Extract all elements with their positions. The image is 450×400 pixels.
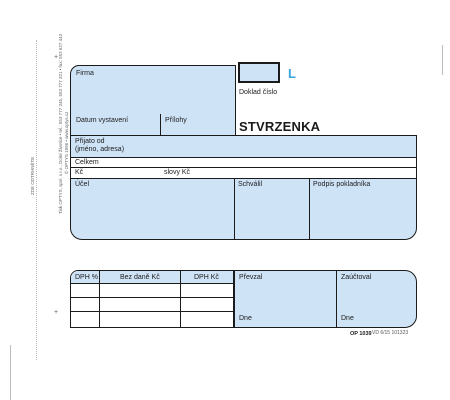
zauctoval-box[interactable] [336, 270, 417, 328]
vat-cell-r1c1[interactable] [71, 284, 99, 297]
datum-vystaveni-label: Datum vystavení [76, 117, 129, 124]
schvalil-label: Schválil [238, 181, 263, 188]
vat-cell-r3c3[interactable] [181, 312, 233, 327]
vat-cell-r1c2[interactable] [100, 284, 180, 297]
vat-cell-r2c3[interactable] [181, 298, 233, 311]
side-print-info: Tisk OPTYS, spol. s r.o., Dolní Životice • tel.: 553 777 345, 553 777 321 • fax: 553 627 443 [58, 33, 63, 214]
prijato-od-label-2: (jméno, adresa) [75, 146, 125, 153]
corner-letter: L [288, 66, 296, 81]
slovy-kc-label: slovy Kč [164, 169, 191, 176]
kc-label: Kč [75, 169, 84, 176]
schvalil-field[interactable] [236, 190, 307, 235]
prilohy-box[interactable] [160, 114, 236, 136]
slovy-kc-field[interactable] [195, 168, 415, 178]
side-tear-here: ZDE ODTRHNĚTE [30, 156, 35, 195]
zauctoval-dne-label: Dne [341, 315, 354, 322]
right-edge-tick [442, 45, 443, 75]
vat-cell-r2c2[interactable] [100, 298, 180, 311]
ucel-label: Účel [75, 181, 90, 188]
vat-cell-r1c3[interactable] [181, 284, 233, 297]
prevzal-dne-label: Dne [239, 315, 252, 322]
doklad-cislo-label: Doklad číslo [239, 89, 278, 96]
firma-box[interactable] [70, 65, 236, 115]
divider-schvalil-podpis [309, 178, 310, 239]
plus-mark-top: + [54, 54, 59, 61]
vat-cell-r2c1[interactable] [71, 298, 99, 311]
prevzal-box[interactable] [234, 270, 337, 328]
prilohy-label: Přílohy [165, 117, 187, 124]
prijato-od-label-1: Přijato od [75, 138, 105, 145]
vat-header-dph-pct: DPH % [75, 274, 98, 281]
plus-mark-bottom: + [54, 309, 59, 316]
divider-ucel-schvalil [234, 178, 235, 239]
vat-cell-r3c2[interactable] [100, 312, 180, 327]
podpis-field[interactable] [311, 190, 414, 235]
form-vd: VD 6/15 101323 [372, 330, 409, 336]
left-edge-tick [10, 345, 11, 400]
form-code: OP 1039 [350, 331, 372, 337]
celkem-label: Celkem [75, 159, 99, 166]
vat-cell-r3c1[interactable] [71, 312, 99, 327]
line-below-prijato [70, 157, 417, 158]
tear-line [36, 40, 37, 360]
firma-label: Firma [76, 70, 94, 77]
vat-header-bez-dane: Bez daně Kč [120, 274, 160, 281]
document-title: STVRZENKA [239, 119, 321, 134]
ucel-field[interactable] [72, 190, 232, 235]
prevzal-label: Převzal [239, 274, 263, 281]
doklad-cislo-box[interactable] [238, 62, 280, 83]
datum-vystaveni-box[interactable] [70, 114, 161, 136]
kc-amount-field[interactable] [95, 168, 160, 178]
side-copyright: © OPTYS 1996 • www.optys.cz [64, 111, 69, 174]
podpis-pokladnika-label: Podpis pokladníka [313, 181, 371, 188]
zauctoval-label: Zaúčtoval [341, 274, 372, 281]
line-below-kc [70, 178, 417, 179]
vat-header-dph-kc: DPH Kč [194, 274, 219, 281]
